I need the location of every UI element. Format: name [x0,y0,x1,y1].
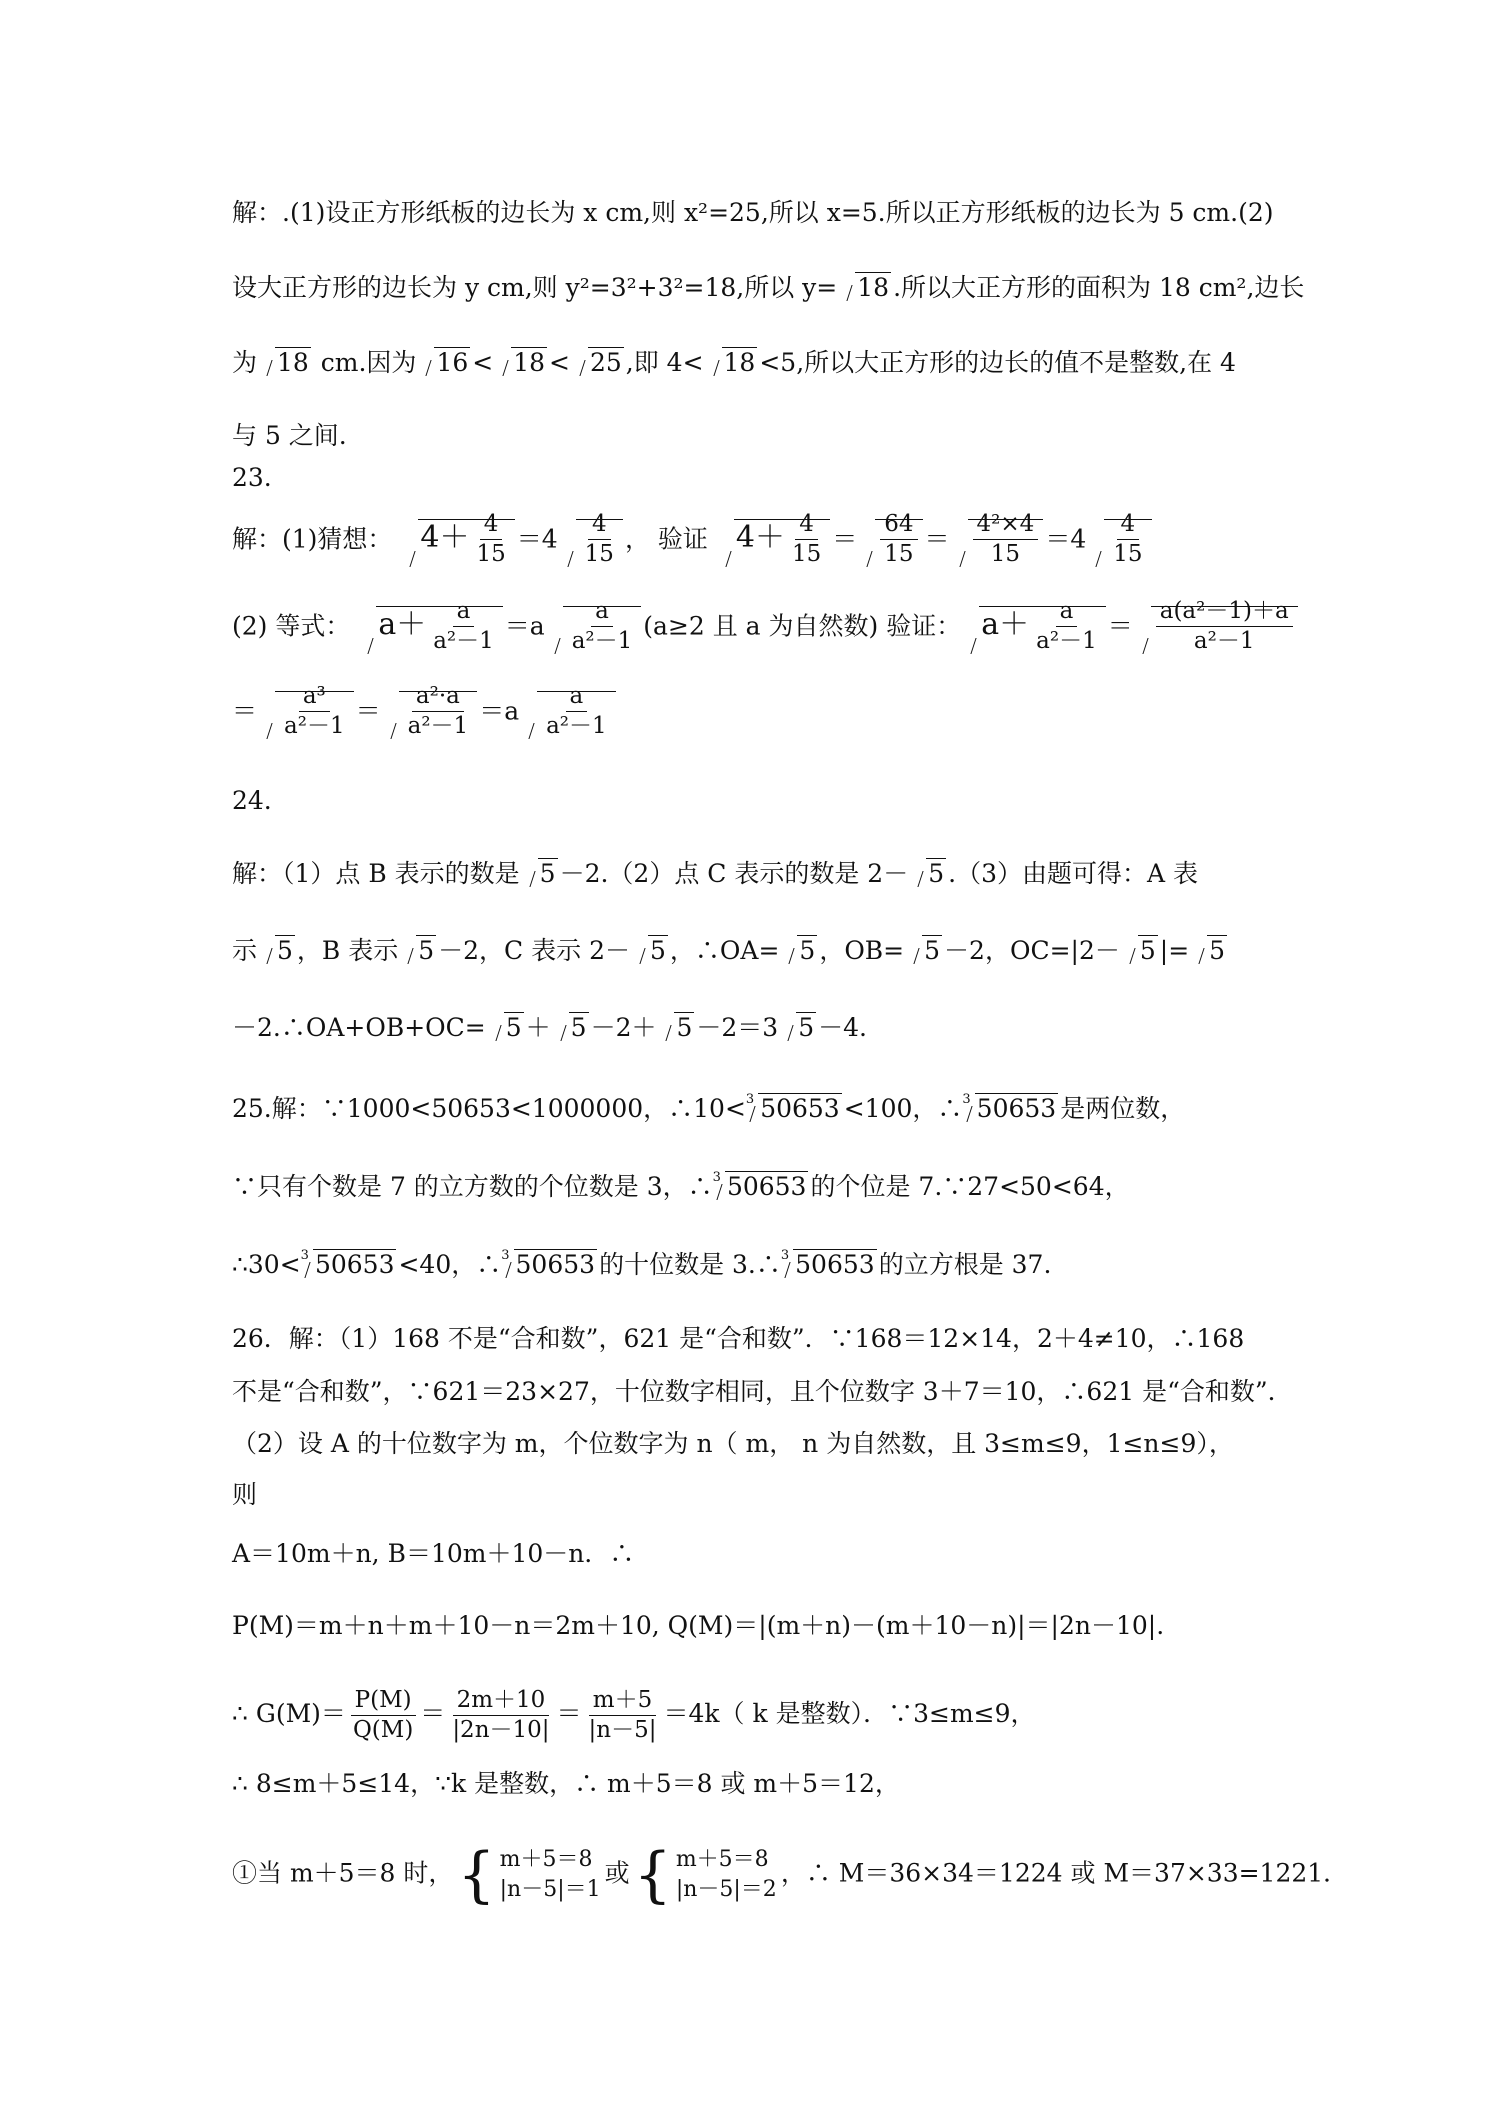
q25-line-1: 25.解：∵1000<50653<1000000，∴10<$^3$ 50653 <100，∴$^3$ 50653 是两位数， [232,1092,1186,1123]
q26-line-3: （2）设 A 的十位数字为 m，个位数字为 n（ m， n 为自然数，且 3≤m≤9，1≤n≤9）， [232,1429,1234,1458]
q26-line-6: P(M)＝m＋n＋m＋10－n＝2m＋10, Q(M)＝|(m＋n)－(m＋10－n)|＝|2n－10|. [232,1611,1165,1640]
q25-line-2: ∵只有个数是 7 的立方数的个位数是 3，∴$^3$ 50653 的个位是 7.∵27<50<64， [232,1170,1130,1201]
q22-line-2: 设大正方形的边长为 y cm,则 y²=3²+3²=18,所以 y= 18 .所以大正方形的面积为 18 cm²,边长 [232,273,1305,302]
system-2: { m＋5＝8 |n－5|＝2 [633,1840,777,1910]
q26-line-1: 26．解：（1）168 不是“合和数”，621 是“合和数”．∵168＝12×14，2＋4≠10，∴168 [232,1324,1245,1353]
q23-line-3: ＝ $\frac{\text{a³}}{\text{a²－1}}$ ＝ $\frac{\text{a²·a}}{\text{a²－1}}$ ＝a $\frac{a}{\text{a²－1}}$ [232,682,1338,741]
q24-line-3: －2.∴OA+OB+OC= 5 ＋ 5 －2＋ 5 －2＝3 5 －4. [232,1013,867,1042]
q26-line-8: ∴ 8≤m＋5≤14，∵k 是整数，∴ m＋5＝8 或 m＋5＝12， [232,1769,900,1798]
q22-line-1: 解：.(1)设正方形纸板的边长为 x cm,则 x²=25,所以 x=5.所以正方形纸板的边长为 5 cm.(2) [232,198,1274,227]
q26-line-5: A＝10m＋n, B＝10m＋10－n．∴ [232,1539,635,1568]
q22-line-3: 为 18 cm.因为 16 < 18 < 25 ,即 4< 18 <5,所以大正方形的边长的值不是整数,在 4 [232,348,1236,377]
q24-number: 24. [232,786,272,815]
q24-line-2: 示 5 ，B 表示 5 －2，C 表示 2－ 5 ，∴OA= 5 ，OB= 5 －2，OC=|2－ 5 |= 5 [232,936,1226,965]
q26-line-2: 不是“合和数”，∵621＝23×27，十位数字相同，且个位数字 3＋7＝10，∴621 是“合和数”． [232,1377,1293,1406]
q23-number: 23. [232,463,272,492]
q26-line-7: ∴ G(M)＝ $\frac{P(M)}{Q(M)}$ ＝ $\frac{2m+10}{|2n-10|}$ ＝ $\frac{m+5}{|n-5|}$ ＝4k（ k 是整数）．∵3≤m≤9， [232,1687,1036,1743]
q24-line-1: 解：（1）点 B 表示的数是 5 －2.（2）点 C 表示的数是 2－ 5 .（3）由题可得：A 表 [232,859,1198,888]
q25-line-3: ∴30<$^3$ 50653 <40，∴$^3$ 50653 的十位数是 3.∴$^3$ 50653 的立方根是 37. [232,1248,1052,1279]
q23-line-2: (2) 等式： a＋ $\frac{a}{\text{a²－1}}$ ＝a $\frac{a}{\text{a²－1}}$ (a≥2 且 a 为自然数) 验证： a＋ $\frac{a}{\text{a²－1}}$ ＝ $\frac{\text{a(a²－1)＋a}}{\text{a²－1}}$ [232,597,1338,656]
sqrt-18: 18 [839,272,891,303]
q26-line-9: ①当 m＋5＝8 时， { m＋5＝8 |n－5|＝1 或 { m＋5＝8 |n－5|＝2 ，∴ M＝36×34＝1224 或 M＝37×33=1221． [232,1840,1349,1910]
system-1: { m＋5＝8 |n－5|＝1 [457,1840,601,1910]
q26-line-4: 则 [232,1480,258,1509]
q22-line-4: 与 5 之间. [232,421,347,450]
q23-line-1: 解：(1)猜想： 4＋ $\frac{4}{15}$ ＝4 $\frac{4}{15}$ ， 验证 4＋ $\frac{4}{15}$ ＝ $\frac{64}{15}$ ＝ $\frac{\text{4²×4}}{15}$ ＝4 $\frac{4}{15}$ [232,510,1338,569]
